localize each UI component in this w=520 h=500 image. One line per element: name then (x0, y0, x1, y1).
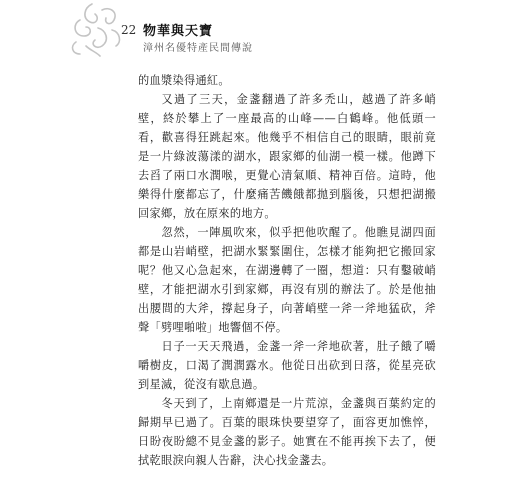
paragraph: 日子一天天飛過，金盞一斧一斧地砍著，肚子餓了嚼嚼樹皮，口渴了潤潤露水。他從日出砍到日落，從星亮砍到星滅，從沒有歇息過。 (138, 340, 436, 391)
paragraph: 冬天到了，上南鄉還是一片荒涼，金盞與百葉約定的歸期早已過了。百葉的眼珠快要望穿了，面容更加憔悴，日盼夜盼總不見金盞的影子。她實在不能再挨下去了，便拭乾眼淚向親人告辭，決心找金盞去。 (138, 397, 436, 467)
book-title: 物華與天寶 (143, 24, 214, 39)
page-number: 22 (121, 23, 137, 37)
body-text (138, 71, 436, 470)
book-subtitle: 漳州名優特產民間傳說 (143, 43, 253, 54)
paragraph: 忽然，一陣風吹來，似乎把他吹醒了。他瞧見湖四面都是山岩峭壁，把湖水緊緊圍住，怎樣才能夠把它搬回家呢？他又心急起來，在湖邊轉了一圈，想道：只有鑿破峭壁，才能把湖水引到家鄉，再沒有別的辦法了。於是他抽出腰間的大斧，撐起身子，向著峭壁一斧一斧地猛砍，斧聲「劈哩啪啦」地響個不停。 (138, 226, 436, 334)
paragraph: 的血漿染得通紅。 (138, 74, 230, 87)
paragraph: 又過了三天，金盞翻過了許多禿山，越過了許多峭壁，終於攀上了一座最高的山峰——白鶴峰。他低頭一看，歡喜得狂跳起來。他幾乎不相信自己的眼睛，眼前竟是一片綠波蕩漾的湖水，跟家鄉的仙湖一模一樣。他蹲下去舀了兩口水潤喉，更覺心清氣順、精神百倍。這時，他樂得什麼都忘了，什麼痛苦饑餓都拋到腦後，只想把湖搬回家鄉，放在原來的地方。 (138, 93, 436, 220)
